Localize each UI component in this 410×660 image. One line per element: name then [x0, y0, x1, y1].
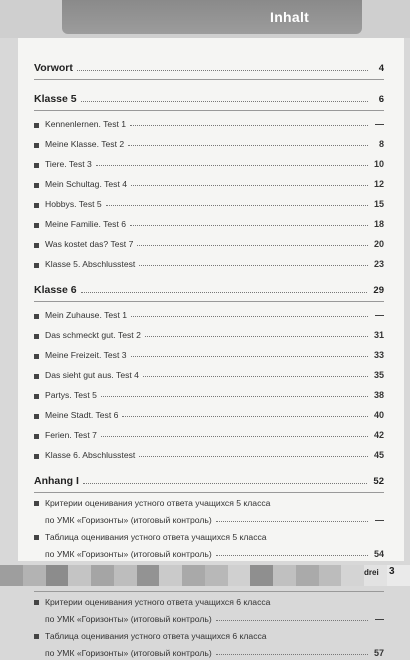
square-bullet-icon	[34, 600, 39, 605]
toc-page-number: 33	[373, 350, 384, 360]
toc-entry	[34, 402, 384, 422]
toc-label: Anhang I	[34, 475, 79, 487]
footer-color-square	[273, 565, 296, 586]
toc-entry-line1	[34, 626, 384, 642]
toc-page-number: 4	[378, 63, 384, 74]
dot-leader	[101, 396, 368, 397]
toc-label: Partys. Test 5	[45, 390, 97, 400]
toc-label: Das sieht gut aus. Test 4	[45, 370, 139, 380]
square-bullet-icon	[34, 354, 39, 359]
toc-entry	[34, 211, 384, 231]
toc-section	[34, 87, 384, 107]
toc-label: Klasse 5	[34, 93, 77, 105]
dot-leader	[131, 356, 368, 357]
toc-label: Meine Familie. Test 6	[45, 219, 127, 229]
toc-label: по УМК «Горизонты» (итоговый контроль)	[45, 614, 212, 624]
dot-leader	[106, 205, 368, 206]
toc-label: Mein Zuhause. Test 1	[45, 310, 128, 320]
footer-color-square	[23, 565, 46, 586]
toc-page-number: 18	[373, 219, 384, 229]
toc-entry	[34, 231, 384, 251]
toc-label: Vorwort	[34, 62, 73, 74]
footer-color-square	[250, 565, 273, 586]
toc-label: Meine Stadt. Test 6	[45, 410, 119, 420]
toc-label: Таблица оценивания устного ответа учащихся 6 класса	[45, 631, 267, 641]
toc-entry-line1	[34, 527, 384, 543]
dot-leader	[81, 101, 368, 102]
toc-page-number: 23	[373, 259, 384, 269]
footer-color-square	[341, 565, 364, 586]
toc-label: Таблица оценивания устного ответа учащихся 5 класса	[45, 532, 267, 542]
toc-entry-line2	[34, 543, 384, 561]
footer-color-square	[114, 565, 137, 586]
dot-leader	[145, 336, 368, 337]
toc-entry	[34, 251, 384, 271]
square-bullet-icon	[34, 203, 39, 208]
square-bullet-icon	[34, 263, 39, 268]
footer-page-word: drei	[364, 568, 379, 577]
toc-entry	[34, 442, 384, 462]
dot-leader	[131, 316, 368, 317]
toc-page-number: 40	[373, 410, 384, 420]
toc-label: по УМК «Горизонты» (итоговый контроль)	[45, 515, 212, 525]
dot-leader	[216, 521, 368, 522]
toc-label: Tiere. Test 3	[45, 159, 92, 169]
square-bullet-icon	[34, 183, 39, 188]
toc-page-number: 52	[373, 476, 384, 487]
dot-leader	[83, 483, 368, 484]
dot-leader	[130, 225, 368, 226]
square-bullet-icon	[34, 634, 39, 639]
square-bullet-icon	[34, 535, 39, 540]
dot-leader	[81, 292, 368, 293]
toc-page-number: 29	[373, 285, 384, 296]
square-bullet-icon	[34, 434, 39, 439]
toc-label: Klasse 6	[34, 284, 77, 296]
dot-leader	[216, 654, 368, 655]
toc-page-number: 42	[373, 430, 384, 440]
toc-page-number: 54	[373, 549, 384, 559]
dot-leader	[96, 165, 368, 166]
footer-color-square	[68, 565, 91, 586]
dot-leader	[77, 70, 368, 71]
square-bullet-icon	[34, 143, 39, 148]
toc-section	[34, 56, 384, 76]
square-bullet-icon	[34, 454, 39, 459]
toc-page-number: 38	[373, 390, 384, 400]
footer-color-square	[296, 565, 319, 586]
toc-page-number: 8	[378, 139, 384, 149]
footer-color-square	[319, 565, 342, 586]
toc-entry	[34, 151, 384, 171]
dot-leader	[131, 185, 368, 186]
square-bullet-icon	[34, 314, 39, 319]
bullet-spacer	[34, 519, 39, 524]
toc-entry	[34, 362, 384, 382]
toc-section	[34, 469, 384, 489]
toc-entry-line2	[34, 608, 384, 626]
toc-entry-line1	[34, 592, 384, 608]
toc-entry	[34, 422, 384, 442]
toc-page-number: 20	[373, 239, 384, 249]
bullet-spacer	[34, 553, 39, 558]
toc-page-number: 57	[373, 648, 384, 658]
square-bullet-icon	[34, 223, 39, 228]
toc-page-number: 31	[373, 330, 384, 340]
dot-leader	[216, 555, 368, 556]
toc-label: по УМК «Горизонты» (итоговый контроль)	[45, 549, 212, 559]
footer-color-square	[205, 565, 228, 586]
footer-color-square	[91, 565, 114, 586]
dot-leader	[137, 245, 368, 246]
toc-page-number: 15	[373, 199, 384, 209]
header-tab	[62, 0, 362, 34]
footer-color-square	[46, 565, 69, 586]
square-bullet-icon	[34, 374, 39, 379]
toc-entry	[34, 382, 384, 402]
square-bullet-icon	[34, 394, 39, 399]
toc-label: Hobbys. Test 5	[45, 199, 102, 209]
dot-leader	[216, 620, 368, 621]
dot-leader	[122, 416, 368, 417]
toc-entry	[34, 322, 384, 342]
toc-entry	[34, 171, 384, 191]
toc-entry-line2	[34, 509, 384, 527]
square-bullet-icon	[34, 243, 39, 248]
toc-label: Meine Freizeit. Test 3	[45, 350, 127, 360]
toc-page-number: 45	[373, 450, 384, 460]
toc-label: Mein Schultag. Test 4	[45, 179, 128, 189]
toc-page-number: —	[375, 119, 384, 129]
toc-label: Das schmeckt gut. Test 2	[45, 330, 141, 340]
bullet-spacer	[34, 618, 39, 623]
toc-entry-line1	[34, 493, 384, 509]
bullet-spacer	[34, 652, 39, 657]
dot-leader	[139, 456, 368, 457]
square-bullet-icon	[34, 163, 39, 168]
square-bullet-icon	[34, 501, 39, 506]
toc-entry	[34, 111, 384, 131]
toc-section	[34, 278, 384, 298]
dot-leader	[128, 145, 368, 146]
toc-page-number: 12	[373, 179, 384, 189]
toc-label: Критерии оценивания устного ответа учащихся 5 класса	[45, 498, 271, 508]
square-bullet-icon	[34, 414, 39, 419]
toc-page-number: 35	[373, 370, 384, 380]
toc-label: Ferien. Test 7	[45, 430, 97, 440]
square-bullet-icon	[34, 334, 39, 339]
toc-label: Klasse 6. Abschlusstest	[45, 450, 136, 460]
toc-page-number: —	[375, 310, 384, 320]
toc-label: Критерии оценивания устного ответа учащихся 6 класса	[45, 597, 271, 607]
toc-page-number: 10	[373, 159, 384, 169]
footer-page-number: 3	[389, 566, 395, 577]
toc-label: Meine Klasse. Test 2	[45, 139, 125, 149]
toc-entry	[34, 342, 384, 362]
footer-color-square	[0, 565, 23, 586]
toc-label: Kennenlernen. Test 1	[45, 119, 127, 129]
footer-color-square	[228, 565, 251, 586]
toc-label: Klasse 5. Abschlusstest	[45, 259, 136, 269]
dot-leader	[139, 265, 368, 266]
toc-entry	[34, 191, 384, 211]
toc-entry-line2	[34, 642, 384, 660]
square-bullet-icon	[34, 123, 39, 128]
dot-leader	[143, 376, 368, 377]
toc-page-number: 6	[378, 94, 384, 105]
dot-leader	[101, 436, 368, 437]
page-title: Inhalt	[270, 9, 310, 25]
footer-color-square	[137, 565, 160, 586]
section-rule	[34, 79, 384, 80]
toc-label: по УМК «Горизонты» (итоговый контроль)	[45, 648, 212, 658]
page-header	[0, 0, 410, 38]
dot-leader	[130, 125, 368, 126]
footer-color-bar	[0, 565, 410, 586]
toc-label: Was kostet das? Test 7	[45, 239, 134, 249]
footer-color-square	[159, 565, 182, 586]
toc-page-number: —	[375, 614, 384, 624]
toc-entry	[34, 302, 384, 322]
toc-entry	[34, 131, 384, 151]
toc-page-number: —	[375, 515, 384, 525]
footer-color-square	[182, 565, 205, 586]
